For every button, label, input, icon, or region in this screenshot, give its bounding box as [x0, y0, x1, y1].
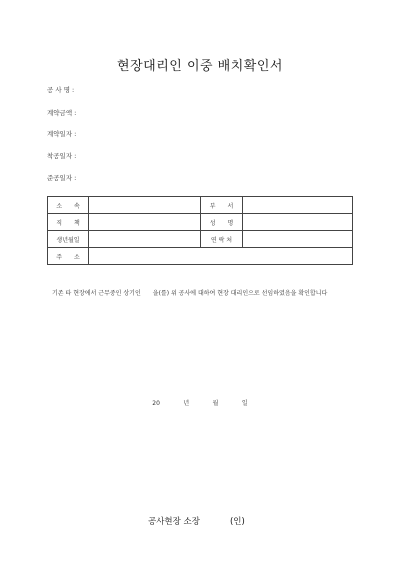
project-name-field — [47, 85, 74, 94]
field-label: 공 사 명 — [47, 86, 70, 94]
seal-mark: (인) — [229, 517, 245, 527]
field-colon: : — [74, 152, 77, 160]
year-prefix: 20 — [152, 400, 160, 407]
address-label: 주 소 — [48, 248, 89, 265]
field-label: 착공일자 — [47, 152, 73, 160]
confirmation-statement: 기존 타 현장에서 근무중인 상기인 을(를) 위 공사에 대하여 현장 대리인으로 선임하였음을 확인합니다 — [52, 290, 328, 297]
birthdate-value[interactable] — [89, 231, 201, 248]
field-label: 준공일자 — [47, 174, 73, 182]
field-colon: : — [74, 174, 77, 182]
day-unit: 일 — [241, 400, 248, 407]
table-row — [48, 214, 353, 231]
month-unit: 월 — [212, 400, 219, 407]
signature-label: 공사현장 소장 — [148, 517, 200, 527]
affiliation-label: 소 속 — [48, 197, 89, 214]
field-colon: : — [74, 109, 77, 117]
name-label: 성 명 — [201, 214, 243, 231]
contract-amount-field — [47, 108, 76, 117]
department-label: 부 서 — [201, 197, 243, 214]
completion-date-field — [47, 173, 76, 182]
field-label: 계약금액 — [47, 109, 73, 117]
table-row — [48, 248, 353, 265]
affiliation-value[interactable] — [89, 197, 201, 214]
name-value[interactable] — [243, 214, 353, 231]
field-colon: : — [74, 130, 77, 138]
date-line — [0, 398, 400, 407]
field-label: 계약일자 — [47, 130, 73, 138]
department-value[interactable] — [243, 197, 353, 214]
field-colon: : — [71, 86, 75, 94]
table-row — [48, 197, 353, 214]
position-label: 직 책 — [48, 214, 89, 231]
document-title: 현장대리인 이중 배치확인서 — [117, 59, 283, 74]
birthdate-label: 생년월일 — [48, 231, 89, 248]
position-value[interactable] — [89, 214, 201, 231]
table-row — [48, 231, 353, 248]
contact-value[interactable] — [243, 231, 353, 248]
contact-label: 연 락 처 — [201, 231, 243, 248]
contract-date-field — [47, 129, 76, 138]
address-value[interactable] — [89, 248, 353, 265]
personnel-info-table — [47, 196, 353, 265]
start-date-field — [47, 151, 76, 160]
signature-line — [148, 515, 245, 527]
year-unit: 년 — [183, 400, 190, 407]
